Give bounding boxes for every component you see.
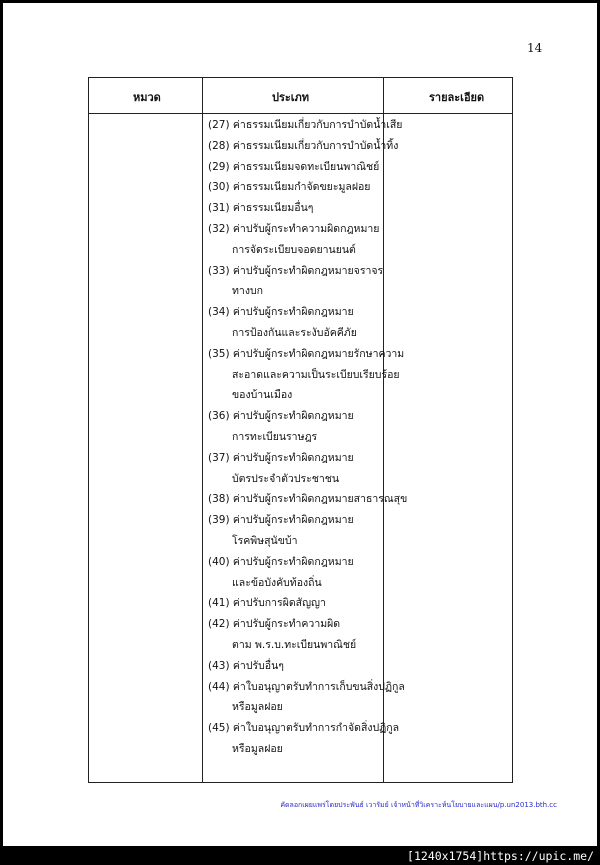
list-item [208, 115, 403, 136]
list-item [208, 593, 388, 614]
item-text: ค่าธรรมเนียมเกี่ยวกับการบำบัดน้ำเสีย [232, 119, 403, 131]
item-text: ค่าธรรมเนียมเกี่ยวกับการบำบัดน้ำทิ้ง [232, 139, 399, 152]
item-continuation: โรคพิษสุนัขบ้า [232, 534, 298, 547]
image-size-label: [1240x1754] [407, 849, 484, 863]
item-number: (41) [208, 597, 230, 610]
item-text: ค่าใบอนุญาตรับทำการกำจัดสิ่งปฏิกูล [232, 722, 400, 735]
document-page [3, 3, 597, 846]
source-url[interactable]: https://upic.me/ [483, 849, 594, 863]
item-number: (37) [208, 451, 230, 464]
item-continuation: และข้อบังคับท้องถิ่น [232, 576, 322, 589]
page-number: 14 [527, 41, 543, 55]
list-item [208, 614, 388, 656]
item-text: ค่าธรรมเนียมกำจัดขยะมูลฝอย [232, 181, 371, 194]
list-item [208, 656, 388, 677]
item-text: ค่าปรับผู้กระทำผิดกฎหมาย [232, 306, 354, 319]
item-number: (31) [208, 202, 230, 215]
item-number: (45) [208, 722, 230, 735]
item-number: (29) [208, 160, 230, 173]
list-item [208, 406, 388, 448]
item-continuation: สะอาดและความเป็นระเบียบเรียบร้อย [232, 368, 400, 381]
item-text: ค่าปรับผู้กระทำผิดกฎหมายสาธารณสุข [232, 493, 408, 506]
type-item-list [208, 115, 408, 760]
list-item [208, 198, 388, 219]
item-text: ค่าปรับผู้กระทำผิดกฎหมาย [232, 514, 354, 527]
list-item [208, 177, 388, 198]
item-text: ค่าปรับอื่นๆ [232, 659, 284, 672]
item-continuation: หรือมูลฝอย [232, 701, 283, 714]
item-text: ค่าปรับผู้กระทำผิดกฎหมาย [232, 451, 354, 464]
item-text: ค่าปรับผู้กระทำผิดกฎหมาย [232, 410, 354, 423]
item-number: (44) [208, 680, 230, 693]
list-item [208, 489, 408, 510]
item-text: ค่าปรับผู้กระทำความผิดกฎหมาย [232, 222, 380, 235]
list-item [208, 677, 405, 719]
item-number: (40) [208, 555, 230, 568]
image-info-bar [0, 846, 600, 865]
item-number: (35) [208, 347, 230, 360]
item-text: ค่าธรรมเนียมจดทะเบียนพาณิชย์ [232, 160, 380, 173]
revenue-category-table [88, 77, 513, 783]
item-number: (32) [208, 222, 230, 235]
list-item [208, 344, 405, 406]
header-details: รายละเอียด [429, 91, 485, 104]
item-continuation: บัตรประจำตัวประชาชน [232, 472, 340, 485]
list-item [208, 448, 388, 490]
item-number: (43) [208, 659, 230, 672]
list-item [208, 157, 388, 178]
item-text: ค่าปรับผู้กระทำความผิด [232, 618, 341, 631]
list-item [208, 302, 388, 344]
item-number: (38) [208, 493, 230, 506]
item-continuation: การทะเบียนราษฎร [232, 430, 318, 443]
item-number: (34) [208, 306, 230, 319]
list-item [208, 136, 399, 157]
image-info-label [407, 849, 594, 863]
list-item [208, 261, 388, 303]
footer-credit: คัดลอกเผยแพร่โดยประพันธ์ เวารัมย์ เจ้าหน้าที่วิเคราะห์นโยบายและแผน/p.un2013.bth.cc [280, 801, 557, 809]
item-continuation: การจัดระเบียบจอดยานยนต์ [232, 243, 356, 256]
item-continuation: ตาม พ.ร.บ.ทะเบียนพาณิชย์ [232, 638, 357, 651]
item-text: ค่าปรับผู้กระทำผิดกฎหมาย [232, 555, 354, 568]
item-number: (30) [208, 181, 230, 194]
item-number: (27) [208, 119, 230, 131]
item-continuation: ของบ้านเมือง [232, 389, 293, 402]
item-continuation: การป้องกันและระงับอัคคีภัย [232, 326, 357, 339]
list-item [208, 510, 388, 552]
list-item [208, 718, 400, 760]
item-text: ค่าใบอนุญาตรับทำการเก็บขนสิ่งปฏิกูล [232, 680, 405, 693]
column-divider [202, 78, 203, 782]
item-continuation: ทางบก [232, 285, 263, 298]
item-number: (42) [208, 618, 230, 631]
item-text: ค่าธรรมเนียมอื่นๆ [232, 202, 314, 215]
item-continuation: หรือมูลฝอย [232, 742, 283, 755]
item-text: ค่าปรับผู้กระทำผิดกฎหมายจราจร [232, 264, 384, 277]
list-item [208, 552, 388, 594]
item-number: (36) [208, 410, 230, 423]
item-text: ค่าปรับผู้กระทำผิดกฎหมายรักษาความ [232, 347, 405, 360]
item-text: ค่าปรับการผิดสัญญา [232, 597, 326, 610]
table-header-row [89, 78, 512, 114]
header-type: ประเภท [272, 91, 310, 104]
header-category: หมวด [133, 91, 161, 104]
item-number: (39) [208, 514, 230, 527]
list-item [208, 219, 388, 261]
item-number: (33) [208, 264, 230, 277]
item-number: (28) [208, 139, 230, 152]
